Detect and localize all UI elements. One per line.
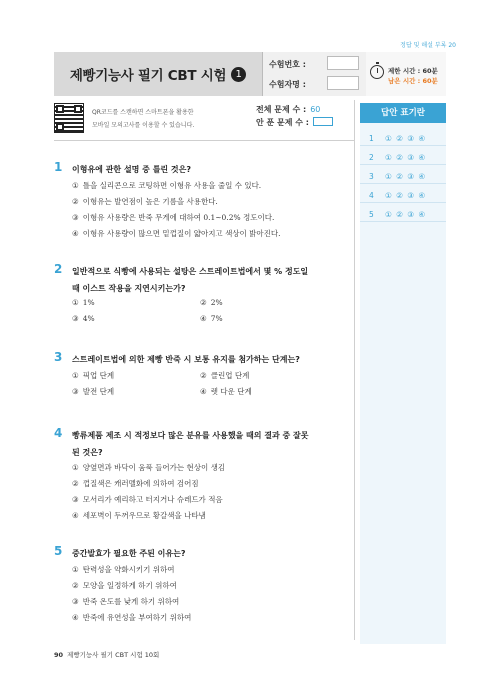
option-4[interactable]: ④ 반죽에 유연성을 부여하기 위하여 xyxy=(72,613,192,622)
exam-title: 제빵기능사 필기 CBT 시험 xyxy=(69,68,227,84)
option-3[interactable]: ③ 4% xyxy=(72,314,95,323)
option-2[interactable]: ② 2% xyxy=(200,298,223,307)
total-value: 60 xyxy=(310,105,321,114)
question-number: 4 xyxy=(54,426,63,440)
answer-options[interactable]: ① ② ③ ④ xyxy=(385,191,427,200)
stopwatch-icon xyxy=(370,65,384,79)
qr-instructions xyxy=(92,106,194,132)
unanswered-label: 안 푼 문제 수 : xyxy=(256,118,309,127)
answer-row[interactable] xyxy=(360,189,446,203)
candidate-name-label: 수험자명 : xyxy=(269,80,306,89)
section-header-tag: 정답 및 해설 부록 20 xyxy=(400,42,456,49)
option-4[interactable]: ④ 이형유 사용량이 많으면 밑껍질이 얇아지고 색상이 밝아진다. xyxy=(72,229,281,238)
answer-sheet xyxy=(360,103,446,644)
answer-sheet-header: 답안 표기란 xyxy=(360,103,446,123)
option-3[interactable]: ③ 이형유 사용량은 반죽 무게에 대하여 0.1~0.2% 정도이다. xyxy=(72,213,275,222)
footer-text: 제빵기능사 필기 CBT 시험 10회 xyxy=(67,651,160,659)
option-1[interactable]: ① 탄력성을 약화시키기 위하여 xyxy=(72,565,175,574)
qr-line: QR코드를 스캔하면 스마트폰을 활용한 xyxy=(92,109,194,116)
unanswered-count-box xyxy=(313,117,333,126)
answer-options[interactable]: ① ② ③ ④ xyxy=(385,210,427,219)
candidate-number-label: 수험번호 : xyxy=(269,60,306,69)
option-3[interactable]: ③ 반죽 온도를 낮게 하기 위하여 xyxy=(72,597,180,606)
candidate-name-field[interactable] xyxy=(327,76,359,90)
option-2[interactable]: ② 이형유는 발연점이 높은 기름을 사용한다. xyxy=(72,197,218,206)
question-totals xyxy=(256,104,333,130)
option-3[interactable]: ③ 모서리가 예리하고 터지거나 슈레드가 적음 xyxy=(72,495,223,504)
question-number: 3 xyxy=(54,350,63,364)
answer-row[interactable] xyxy=(360,170,446,184)
answer-row[interactable] xyxy=(360,208,446,222)
exam-number-badge: 1 xyxy=(231,67,246,82)
header-divider xyxy=(54,140,354,141)
option-4[interactable]: ④ 7% xyxy=(200,314,223,323)
option-1[interactable]: ① 1% xyxy=(72,298,95,307)
candidate-info xyxy=(262,52,366,96)
column-divider xyxy=(354,100,355,640)
answer-row[interactable] xyxy=(360,132,446,146)
question-number: 5 xyxy=(54,544,63,558)
option-2[interactable]: ② 모양을 일정하게 하기 위하여 xyxy=(72,581,177,590)
question-text: 중간발효가 필요한 주된 이유는? xyxy=(72,549,186,558)
option-2[interactable]: ② 껍질색은 캐러멜화에 의하여 검어짐 xyxy=(72,479,199,488)
question-text: 빵류제품 제조 시 적정보다 많은 분유를 사용했을 때의 결과 중 잘못 된 것은? xyxy=(72,431,309,457)
option-1[interactable]: ① 픽업 단계 xyxy=(72,371,115,380)
question-number: 1 xyxy=(54,160,63,174)
question-text: 스트레이트법에 의한 제빵 반죽 시 보통 유지를 첨가하는 단계는? xyxy=(72,355,300,364)
option-4[interactable]: ④ 세포벽이 두꺼우므로 황갈색을 나타냄 xyxy=(72,511,206,520)
option-1[interactable]: ① 틀을 실리콘으로 코팅하면 이형유 사용을 줄일 수 있다. xyxy=(72,181,262,190)
page-footer xyxy=(54,650,159,659)
answer-num: 4 xyxy=(369,191,374,200)
answer-num: 2 xyxy=(369,153,374,162)
candidate-number-field[interactable] xyxy=(327,56,359,70)
answer-num: 5 xyxy=(369,210,374,219)
qr-code-icon[interactable] xyxy=(54,103,84,133)
option-4[interactable]: ④ 렛 다운 단계 xyxy=(200,387,252,396)
answer-num: 1 xyxy=(369,134,374,143)
answer-options[interactable]: ① ② ③ ④ xyxy=(385,172,427,181)
total-label: 전체 문제 수 : xyxy=(256,105,307,114)
question-text: 이형유에 관한 설명 중 틀린 것은? xyxy=(72,165,192,174)
answer-options[interactable]: ① ② ③ ④ xyxy=(385,134,427,143)
page-number: 90 xyxy=(54,651,64,659)
answer-num: 3 xyxy=(369,172,374,181)
question-number: 2 xyxy=(54,262,63,276)
option-3[interactable]: ③ 발전 단계 xyxy=(72,387,115,396)
qr-line: 모바일 모의고사를 이용할 수 있습니다. xyxy=(92,122,195,129)
time-limit: 제한 시간 : 60분 xyxy=(388,67,438,75)
option-2[interactable]: ② 클린업 단계 xyxy=(200,371,250,380)
option-1[interactable]: ① 양옆면과 바닥이 움푹 들어가는 현상이 생김 xyxy=(72,463,226,472)
timer-box xyxy=(366,52,446,96)
time-remaining: 남은 시간 : 60분 xyxy=(388,77,438,85)
exam-title-box xyxy=(54,52,262,96)
answer-row[interactable] xyxy=(360,151,446,165)
answer-options[interactable]: ① ② ③ ④ xyxy=(385,153,427,162)
question-text: 일반적으로 식빵에 사용되는 설탕은 스트레이트법에서 몇 % 정도일 때 이스트 작용을 지연시키는가? xyxy=(72,267,309,293)
